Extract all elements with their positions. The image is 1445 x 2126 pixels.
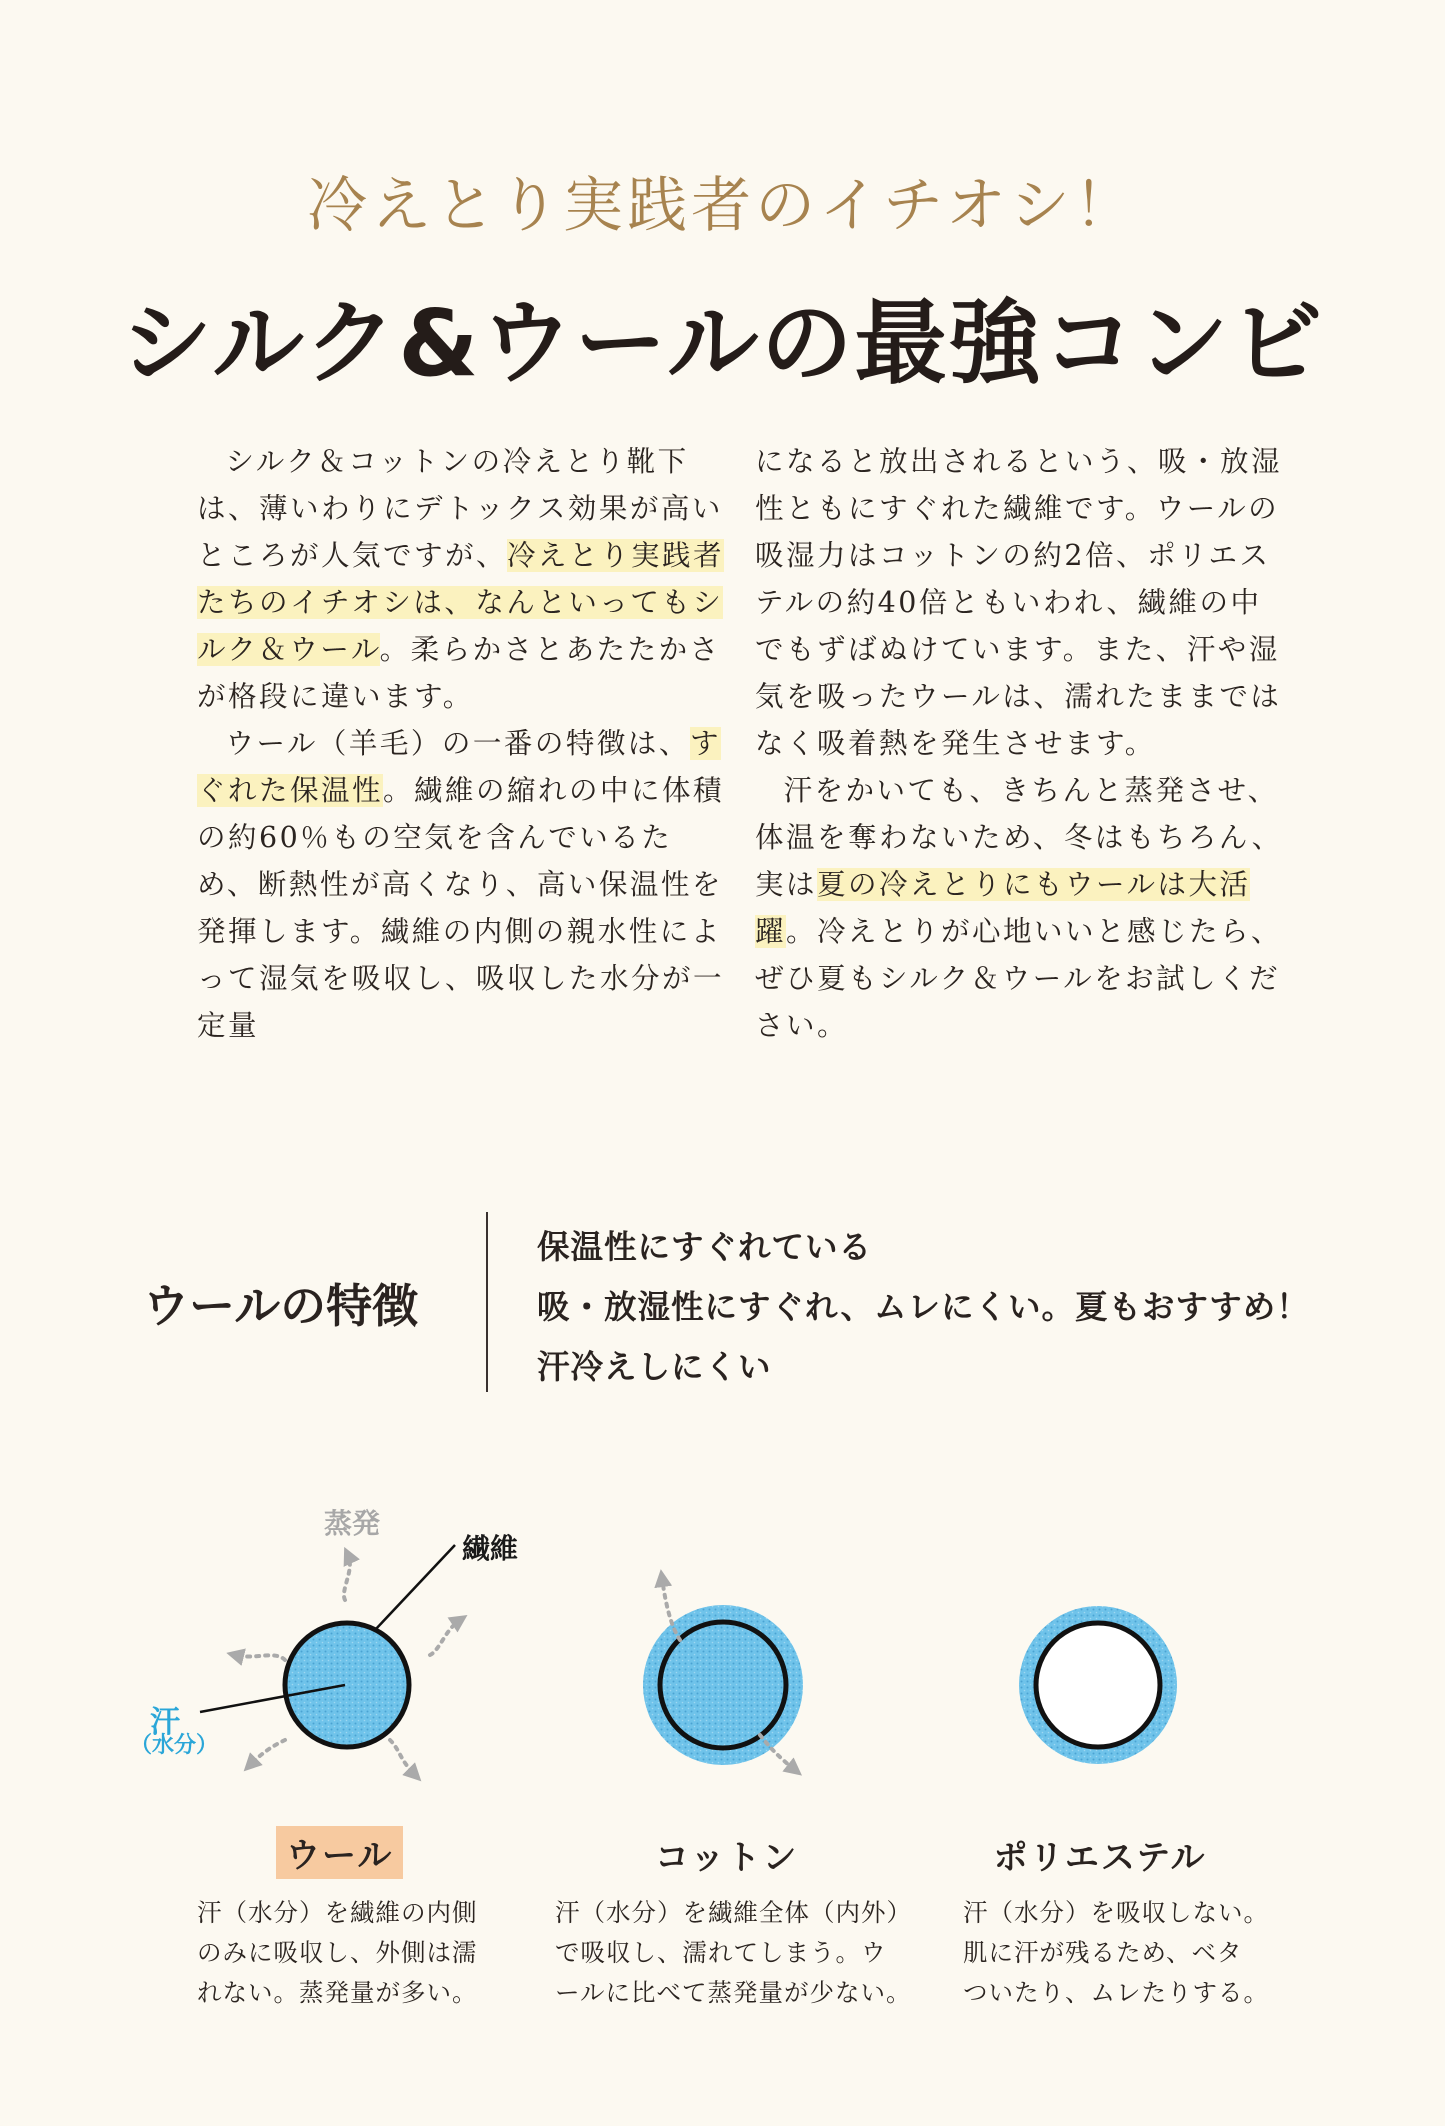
material-desc-polyester <box>963 1893 1283 2013</box>
highlighted-text: すぐれた保温性 <box>197 727 721 807</box>
article-text: 。柔らかさとあたたかさが格段に違います。 <box>197 633 721 713</box>
desc-line: のみに吸収し、外側は濡 <box>197 1938 478 1967</box>
desc-line: 汗（水分）を吸収しない。 <box>963 1898 1269 1927</box>
desc-line: ールに比べて蒸発量が少ない。 <box>555 1978 912 2007</box>
wool-fiber-diagram <box>200 1545 460 1775</box>
sweat-label: 汗 <box>150 1705 180 1740</box>
polyester-fiber-circle <box>1036 1623 1160 1747</box>
material-name-cotton: コットン <box>655 1838 799 1878</box>
material-name-wool: ウール <box>276 1826 403 1879</box>
moisture-label: （水分） <box>130 1733 219 1758</box>
feature-item-moisture: 吸・放湿性にすぐれ、ムレにくい。夏もおすすめ！ <box>537 1288 1310 1326</box>
page-subtitle: 冷えとり実践者のイチオシ！ <box>307 171 1138 241</box>
article-paragraph <box>755 438 1290 767</box>
desc-line: 肌に汗が残るため、ベタ <box>963 1938 1243 1967</box>
desc-line: 汗（水分）を繊維の内側 <box>197 1898 478 1927</box>
page-title: シルク&ウールの最強コンビ <box>120 290 1325 397</box>
highlighted-text: 冷えとり実践者たちのイチオシは、なんといってもシルク＆ウール <box>197 539 725 666</box>
divider-line <box>486 1212 488 1392</box>
fiber-label: 繊維 <box>462 1532 519 1565</box>
feature-item-sweat-chill: 汗冷えしにくい <box>537 1348 772 1386</box>
fiber-pointer-line <box>375 1545 455 1630</box>
desc-line: れない。蒸発量が多い。 <box>197 1978 478 2007</box>
article-text: シルク＆コットンの冷えとり靴下は、薄いわりにデトックス効果が高いところが人気ですが、 <box>197 445 723 572</box>
polyester-fiber-diagram <box>1019 1606 1177 1764</box>
article-text: ウール（羊毛）の一番の特徴は、 <box>225 727 690 760</box>
article-column-left <box>197 438 727 1049</box>
article-paragraph <box>755 767 1290 1049</box>
cotton-fiber-diagram <box>643 1578 803 1770</box>
article-column-right <box>755 438 1290 1049</box>
evaporation-arrow <box>430 1620 460 1655</box>
article-paragraph <box>197 720 727 1049</box>
article-paragraph <box>197 438 727 720</box>
evaporation-arrow <box>235 1655 285 1660</box>
feature-item-warmth: 保温性にすぐれている <box>537 1228 873 1266</box>
material-name-polyester: ポリエステル <box>993 1838 1207 1878</box>
evaporation-arrow <box>390 1740 415 1775</box>
desc-line: で吸収し、濡れてしまう。ウ <box>555 1938 887 1967</box>
evaporation-arrow <box>344 1555 350 1600</box>
wool-fiber-circle <box>285 1623 409 1747</box>
desc-line: ついたり、ムレたりする。 <box>963 1978 1269 2007</box>
features-heading: ウールの特徴 <box>143 1279 419 1333</box>
article-text: 。冷えとりが心地いいと感じたら、ぜひ夏もシルク＆ウールをお試しください。 <box>755 915 1283 1042</box>
material-desc-cotton <box>555 1893 915 2013</box>
desc-line: 汗（水分）を繊維全体（内外） <box>555 1898 912 1927</box>
highlighted-text: 夏の冷えとりにもウールは大活躍 <box>755 868 1251 948</box>
fiber-diagram <box>0 1480 1445 1810</box>
article-text: になると放出されるという、吸・放湿性ともにすぐれた繊維です。ウールの吸湿力はコットンの約2倍、ポリエステルの約40倍ともいわれ、繊維の中でもずばぬけています。また、汗や湿気を吸ったウールは、濡れたままではなく吸着熱を発生させます。 <box>755 445 1283 760</box>
evaporation-label: 蒸発 <box>324 1507 381 1540</box>
evaporation-arrow <box>250 1740 285 1765</box>
material-desc-wool <box>197 1893 487 2013</box>
article-text: 汗をかいても、きちんと蒸発させ、体温を奪わないため、冬はもちろん、実は <box>755 774 1283 901</box>
article-text: 。繊維の縮れの中に体積の約60％もの空気を含んでいるため、断熱性が高くなり、高い保温性を発揮します。繊維の内側の親水性によって湿気を吸収し、吸収した水分が一定量 <box>197 774 725 1042</box>
